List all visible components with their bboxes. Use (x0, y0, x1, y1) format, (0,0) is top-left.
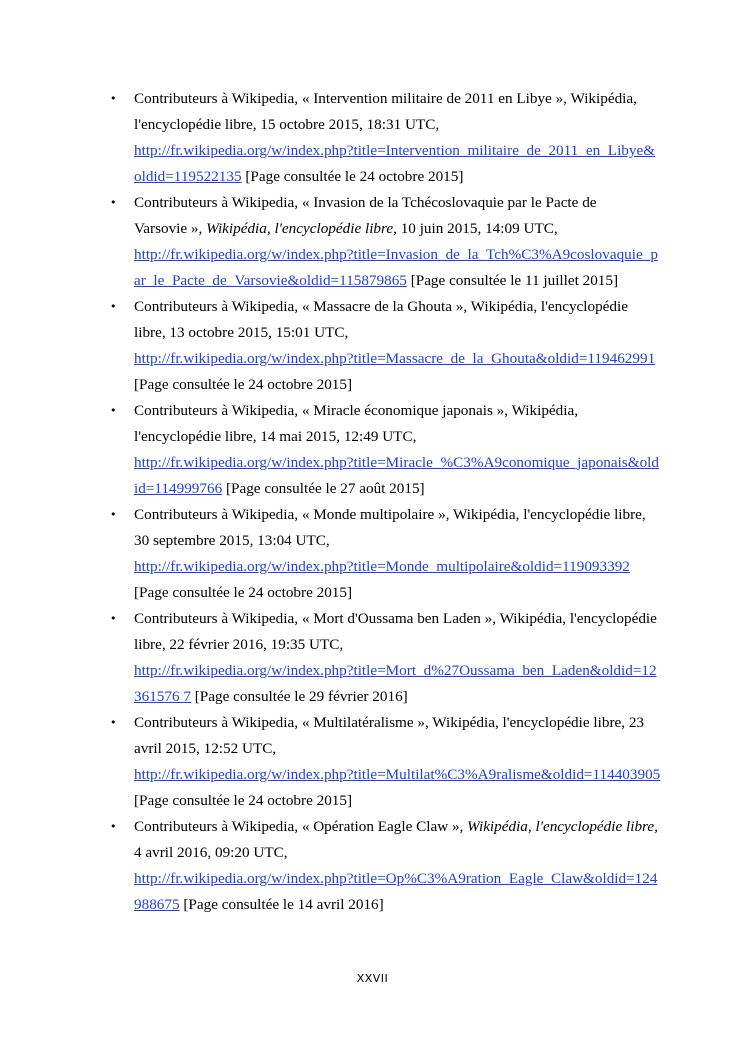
reference-link[interactable]: id=114999766 (134, 480, 223, 497)
reference-link[interactable]: http://fr.wikipedia.org/w/index.php?title=Miracle_%C3%A9conomique_japonais&old (134, 454, 659, 471)
bullet-icon: • (110, 820, 117, 833)
reference-link[interactable]: http://fr.wikipedia.org/w/index.php?title=Invasion_de_la_Tch%C3%A9coslovaquie_p (134, 246, 658, 263)
reference-link[interactable]: http://fr.wikipedia.org/w/index.php?title=Mort_d%27Oussama_ben_Laden&oldid=12 (134, 662, 657, 679)
reference-link[interactable]: http://fr.wikipedia.org/w/index.php?title=Op%C3%A9ration_Eagle_Claw&oldid=124 (134, 870, 658, 887)
reference-text: Contributeurs à Wikipedia, « Multilatéralisme », Wikipédia, l'encyclopédie libre, 23 (134, 714, 645, 731)
bullet-icon: • (110, 612, 117, 625)
reference-item (110, 710, 670, 814)
reference-text: Contributeurs à Wikipedia, « Miracle économique japonais », Wikipédia, (134, 402, 579, 419)
reference-item (110, 86, 670, 190)
page-number: XXVII (356, 972, 389, 985)
reference-item (110, 502, 670, 606)
bullet-icon: • (110, 92, 117, 105)
reference-text: avril 2015, 12:52 UTC, (134, 740, 277, 757)
reference-link[interactable]: http://fr.wikipedia.org/w/index.php?title=Monde_multipolaire&oldid=119093392 (134, 558, 630, 575)
reference-text: l'encyclopédie libre, 15 octobre 2015, 18:31 UTC, (134, 116, 440, 133)
reference-text: Contributeurs à Wikipedia, « Mort d'Oussama ben Laden », Wikipédia, l'encyclopédie (134, 610, 657, 627)
reference-item (110, 606, 670, 710)
reference-list (110, 86, 670, 918)
reference-item (110, 398, 670, 502)
reference-link[interactable]: http://fr.wikipedia.org/w/index.php?title=Massacre_de_la_Ghouta&oldid=119462991 (134, 350, 656, 367)
reference-text: libre, 22 février 2016, 19:35 UTC, (134, 636, 344, 653)
reference-text: 30 septembre 2015, 13:04 UTC, (134, 532, 330, 549)
consulted-date: [Page consultée le 24 octobre 2015] (134, 584, 353, 601)
reference-item (110, 814, 670, 918)
reference-item (110, 190, 670, 294)
reference-text: Varsovie », (134, 220, 207, 237)
reference-text: Contributeurs à Wikipedia, « Massacre de la Ghouta », Wikipédia, l'encyclopédie (134, 298, 628, 315)
consulted-date: [Page consultée le 27 août 2015] (222, 480, 425, 497)
reference-link[interactable]: 361576 7 (134, 688, 191, 705)
reference-source: Wikipédia, l'encyclopédie libre, (206, 220, 397, 237)
reference-text: Contributeurs à Wikipedia, « Intervention militaire de 2011 en Libye », Wikipédia, (134, 90, 637, 107)
reference-text: Contributeurs à Wikipedia, « Monde multipolaire », Wikipédia, l'encyclopédie libre, (134, 506, 646, 523)
reference-text: Contributeurs à Wikipedia, « Opération Eagle Claw », (134, 818, 468, 835)
consulted-date: [Page consultée le 29 février 2016] (190, 688, 408, 705)
reference-text: 10 juin 2015, 14:09 UTC, (396, 220, 558, 237)
reference-text: 4 avril 2016, 09:20 UTC, (134, 844, 288, 861)
reference-source: Wikipédia, l'encyclopédie libre, (467, 818, 658, 835)
consulted-date: [Page consultée le 24 octobre 2015] (241, 168, 464, 185)
bullet-icon: • (110, 404, 117, 417)
consulted-date: [Page consultée le 14 avril 2016] (179, 896, 384, 913)
bullet-icon: • (110, 716, 117, 729)
reference-text: l'encyclopédie libre, 14 mai 2015, 12:49 UTC, (134, 428, 417, 445)
bullet-icon: • (110, 300, 117, 313)
consulted-date: [Page consultée le 11 juillet 2015] (406, 272, 619, 289)
reference-item (110, 294, 670, 398)
consulted-date: [Page consultée le 24 octobre 2015] (134, 792, 353, 809)
reference-link[interactable]: http://fr.wikipedia.org/w/index.php?title=Intervention_militaire_de_2011_en_Libye& (134, 142, 656, 159)
reference-text: libre, 13 octobre 2015, 15:01 UTC, (134, 324, 349, 341)
reference-link[interactable]: oldid=119522135 (134, 168, 242, 185)
reference-link[interactable]: ar_le_Pacte_de_Varsovie&oldid=115879865 (134, 272, 407, 289)
reference-link[interactable]: http://fr.wikipedia.org/w/index.php?title=Multilat%C3%A9ralisme&oldid=114403905 (134, 766, 661, 783)
reference-text: Contributeurs à Wikipedia, « Invasion de la Tchécoslovaquie par le Pacte de (134, 194, 597, 211)
consulted-date: [Page consultée le 24 octobre 2015] (134, 376, 353, 393)
bullet-icon: • (110, 196, 117, 209)
bullet-icon: • (110, 508, 117, 521)
reference-link[interactable]: 988675 (134, 896, 180, 913)
